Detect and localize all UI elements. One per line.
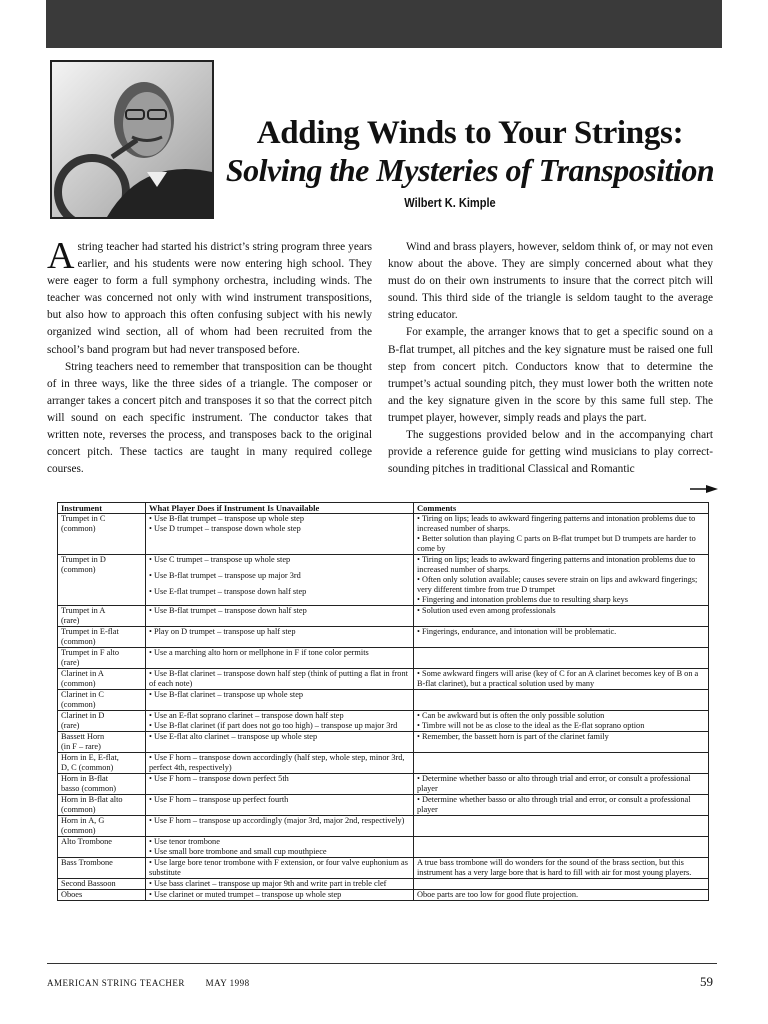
comments-line: • Determine whether basso or alto through trial and error, or consult a professional player — [417, 774, 691, 793]
comments-cell — [414, 816, 709, 837]
table-row — [58, 879, 709, 890]
comments-cell — [414, 837, 709, 858]
article-title: Adding Winds to Your Strings: — [256, 115, 684, 151]
action-line: • Use B-flat trumpet – transpose down half step — [149, 606, 307, 615]
instrument-line: (common) — [61, 524, 96, 533]
action-cell — [146, 732, 414, 753]
table-row — [58, 555, 709, 606]
action-cell — [146, 837, 414, 858]
action-line: • Use B-flat clarinet – transpose down half step (think of putting a flat in front of each note) — [149, 669, 408, 688]
instrument-line: (common) — [61, 565, 96, 574]
instrument-cell — [58, 890, 146, 901]
action-line: • Use B-flat clarinet (if part does not go too high) – transpose up major 3rd — [149, 721, 398, 730]
instrument-cell — [58, 690, 146, 711]
action-line: • Use large bore tenor trombone with F extension, or four valve euphonium as substitute — [149, 858, 408, 877]
comments-cell — [414, 648, 709, 669]
action-line: • Use an E-flat soprano clarinet – transpose down half step — [149, 711, 344, 720]
instrument-cell — [58, 711, 146, 732]
author-portrait-image — [52, 62, 212, 217]
comments-cell — [414, 606, 709, 627]
paragraph-3: Wind and brass players, however, seldom think of, or may not even know about the above. They are simply concerned about what they must do on their own instruments to insure that the correct pitch will sound. This third side of the triangle is seldom taught to the average string educator. — [388, 241, 713, 322]
action-cell — [146, 890, 414, 901]
author-byline: Wilbert K. Kimple — [404, 195, 496, 210]
instrument-line: Bass Trombone — [61, 858, 113, 867]
action-line: • Use F horn – transpose up accordingly (major 3rd, major 2nd, respectively) — [149, 816, 405, 825]
table-header-row — [58, 503, 709, 514]
action-line: • Use D trumpet – transpose down whole step — [149, 524, 301, 533]
comments-cell — [414, 514, 709, 555]
instrument-cell — [58, 606, 146, 627]
action-line: • Use F horn – transpose down perfect 5th — [149, 774, 289, 783]
column-header: Instrument — [58, 503, 146, 514]
comments-cell — [414, 879, 709, 890]
action-line: • Use F horn – transpose up perfect fourth — [149, 795, 289, 804]
instrument-line: Clarinet in D — [61, 711, 105, 720]
instrument-line: Second Bassoon — [61, 879, 116, 888]
instrument-line: Trumpet in D — [61, 555, 106, 564]
action-cell — [146, 648, 414, 669]
comments-cell — [414, 690, 709, 711]
instrument-line: Alto Trombone — [61, 837, 112, 846]
instrument-line: basso (common) — [61, 784, 117, 793]
instrument-line: (common) — [61, 637, 96, 646]
action-line: • Use C trumpet – transpose up whole step — [149, 555, 291, 564]
instrument-line: Oboes — [61, 890, 83, 899]
page-number: 59 — [700, 974, 713, 989]
instrument-cell — [58, 555, 146, 606]
comments-cell — [414, 711, 709, 732]
comments-line: • Fingerings, endurance, and intonation will be problematic. — [417, 627, 617, 636]
table-row — [58, 732, 709, 753]
paragraph-5: The suggestions provided below and in the accompanying chart provide a reference guide for getting wind musicians to play correct-sounding pitches in traditional Classical and Romantic — [388, 429, 713, 476]
action-cell — [146, 711, 414, 732]
table-row — [58, 648, 709, 669]
table-row — [58, 711, 709, 732]
instrument-cell — [58, 879, 146, 890]
instrument-cell — [58, 774, 146, 795]
table-row — [58, 669, 709, 690]
comments-line: • Tiring on lips; leads to awkward fingering patterns and intonation problems due to increased number of sharps. — [417, 555, 696, 574]
journal-name: AMERICAN STRING TEACHER — [47, 978, 185, 988]
comments-cell — [414, 890, 709, 901]
column-header: Comments — [414, 503, 709, 514]
table-row — [58, 858, 709, 879]
footer-journal-info — [47, 978, 268, 988]
comments-cell — [414, 732, 709, 753]
action-cell — [146, 514, 414, 555]
instrument-line: Bassett Horn — [61, 732, 105, 741]
table-row — [58, 890, 709, 901]
comments-line: • Tiring on lips; leads to awkward fingering patterns and intonation problems due to increased number of sharps. — [417, 514, 696, 533]
instrument-cell — [58, 514, 146, 555]
action-line: • Use B-flat trumpet – transpose up major 3rd — [149, 571, 301, 580]
comments-cell — [414, 555, 709, 606]
comments-cell — [414, 753, 709, 774]
action-line: • Play on D trumpet – transpose up half step — [149, 627, 296, 636]
instrument-line: Trumpet in C — [61, 514, 106, 523]
instrument-line: (common) — [61, 700, 96, 709]
action-line: • Use small bore trombone and small cup mouthpiece — [149, 847, 327, 856]
action-line: • Use F horn – transpose down accordingly (half step, whole step, minor 3rd, perfect 4th, respectively) — [149, 753, 405, 772]
issue-date: MAY 1998 — [205, 978, 250, 988]
instrument-line: Horn in A, G — [61, 816, 105, 825]
action-cell — [146, 879, 414, 890]
author-photo — [50, 60, 214, 219]
comments-cell — [414, 858, 709, 879]
instrument-line: (common) — [61, 805, 96, 814]
table-row — [58, 774, 709, 795]
action-line: • Use B-flat trumpet – transpose up whole step — [149, 514, 304, 523]
comments-line: • Solution used even among professionals — [417, 606, 556, 615]
action-line: • Use E-flat trumpet – transpose down half step — [149, 587, 307, 596]
comments-line: • Better solution than playing C parts on B-flat trumpet but D trumpets are harder to come by — [417, 534, 696, 553]
instrument-line: (rare) — [61, 721, 80, 730]
instrument-line: Trumpet in A — [61, 606, 106, 615]
action-cell — [146, 555, 414, 606]
instrument-line: Clarinet in C — [61, 690, 104, 699]
comments-line: • Fingering and intonation problems due to resulting sharp keys — [417, 595, 628, 604]
instrument-cell — [58, 816, 146, 837]
action-cell — [146, 795, 414, 816]
instrument-line: (rare) — [61, 658, 80, 667]
table-row — [58, 627, 709, 648]
table-row — [58, 795, 709, 816]
action-cell — [146, 774, 414, 795]
action-line: • Use a marching alto horn or mellphone in F if tone color permits — [149, 648, 369, 657]
instrument-line: (common) — [61, 826, 96, 835]
article-subtitle: Solving the Mysteries of Transposition — [225, 152, 715, 188]
comments-line: Oboe parts are too low for good flute projection. — [417, 890, 579, 899]
instrument-line: D, C (common) — [61, 763, 114, 772]
action-cell — [146, 669, 414, 690]
table-row — [58, 514, 709, 555]
comments-cell — [414, 669, 709, 690]
comments-cell — [414, 627, 709, 648]
instrument-cell — [58, 837, 146, 858]
comments-line: • Some awkward fingers will arise (key of C for an A clarinet becomes key of B on a B-flat clarinet), but a practical solution used by many — [417, 669, 699, 688]
action-cell — [146, 606, 414, 627]
comments-cell — [414, 774, 709, 795]
footer-divider — [47, 963, 717, 964]
action-line: • Use tenor trombone — [149, 837, 220, 846]
comments-cell — [414, 795, 709, 816]
action-cell — [146, 858, 414, 879]
table-row — [58, 690, 709, 711]
comments-line: • Timbre will not be as close to the ideal as the E-flat soprano option — [417, 721, 645, 730]
comments-line: • Can be awkward but is often the only possible solution — [417, 711, 605, 720]
paragraph-1: A string teacher had started his district’s string program three years earlier, and his students were now entering high school. They were eager to form a full symphony orchestra, including winds. The teacher was concerned not only with wind instrument transpositions, but also how to approach this often confusing subject with his newly organized wind section, all of whom had been recruited from the school’s band program but had never transposed before. — [47, 235, 372, 356]
instrument-cell — [58, 648, 146, 669]
table-row — [58, 606, 709, 627]
comments-line: • Often only solution available; causes severe strain on lips and awkward fingerings; very different timbre from true D trumpet — [417, 575, 698, 594]
instrument-cell — [58, 669, 146, 690]
instrument-line: Horn in E, E-flat, — [61, 753, 119, 762]
instrument-line: (in F – rare) — [61, 742, 101, 751]
action-line: • Use B-flat clarinet – transpose up whole step — [149, 690, 304, 699]
instrument-line: Trumpet in F alto — [61, 648, 120, 657]
table-row — [58, 837, 709, 858]
table-row — [58, 816, 709, 837]
header-bar — [46, 0, 722, 48]
body-column-left — [47, 235, 372, 478]
instrument-cell — [58, 795, 146, 816]
body-column-right — [388, 239, 713, 478]
paragraph-4: For example, the arranger knows that to get a specific sound on a B-flat trumpet, all pitches and the key signature must be raised one full step from concert pitch. Conductors know that to determine the trumpet’s actual sounding pitch, they must lower both the written note and the key signature given in the score by this same full step. The trumpet player, however, simply reads and plays the part. — [388, 326, 713, 424]
action-line: • Use bass clarinet – transpose up major 9th and write part in treble clef — [149, 879, 387, 888]
action-cell — [146, 627, 414, 648]
column-header: What Player Does if Instrument Is Unavailable — [146, 503, 414, 514]
table-row — [58, 753, 709, 774]
instrument-cell — [58, 858, 146, 879]
instrument-cell — [58, 627, 146, 648]
action-line: • Use clarinet or muted trumpet – transpose up whole step — [149, 890, 342, 899]
paragraph-2: String teachers need to remember that transposition can be thought of in three ways, like the three sides of a triangle. The composer or arranger takes a concert pitch and transposes it so that the correct pitch will sound on each specific instrument. The conductor takes that written note, reverses the process, and transposes back to the original concert pitch. These tactics are taught in many required college courses. — [47, 360, 372, 476]
instrument-line: (rare) — [61, 616, 80, 625]
instrument-cell — [58, 732, 146, 753]
transposition-table — [57, 502, 709, 901]
instrument-line: Horn in B-flat alto — [61, 795, 123, 804]
instrument-line: Clarinet in A — [61, 669, 104, 678]
comments-line: A true bass trombone will do wonders for the sound of the brass section, but this instrument has a very large bore that is hard to fill with air for most young players. — [417, 858, 692, 877]
comments-line: • Remember, the bassett horn is part of the clarinet family — [417, 732, 609, 741]
instrument-line: Trumpet in E-flat — [61, 627, 119, 636]
comments-line: • Determine whether basso or alto through trial and error, or consult a professional player — [417, 795, 691, 814]
continue-arrow-icon — [690, 484, 718, 494]
drop-cap: A — [47, 235, 75, 277]
instrument-line: (common) — [61, 679, 96, 688]
action-cell — [146, 690, 414, 711]
instrument-cell — [58, 753, 146, 774]
action-line: • Use E-flat alto clarinet – transpose up whole step — [149, 732, 318, 741]
instrument-line: Horn in B-flat — [61, 774, 109, 783]
action-cell — [146, 816, 414, 837]
action-cell — [146, 753, 414, 774]
